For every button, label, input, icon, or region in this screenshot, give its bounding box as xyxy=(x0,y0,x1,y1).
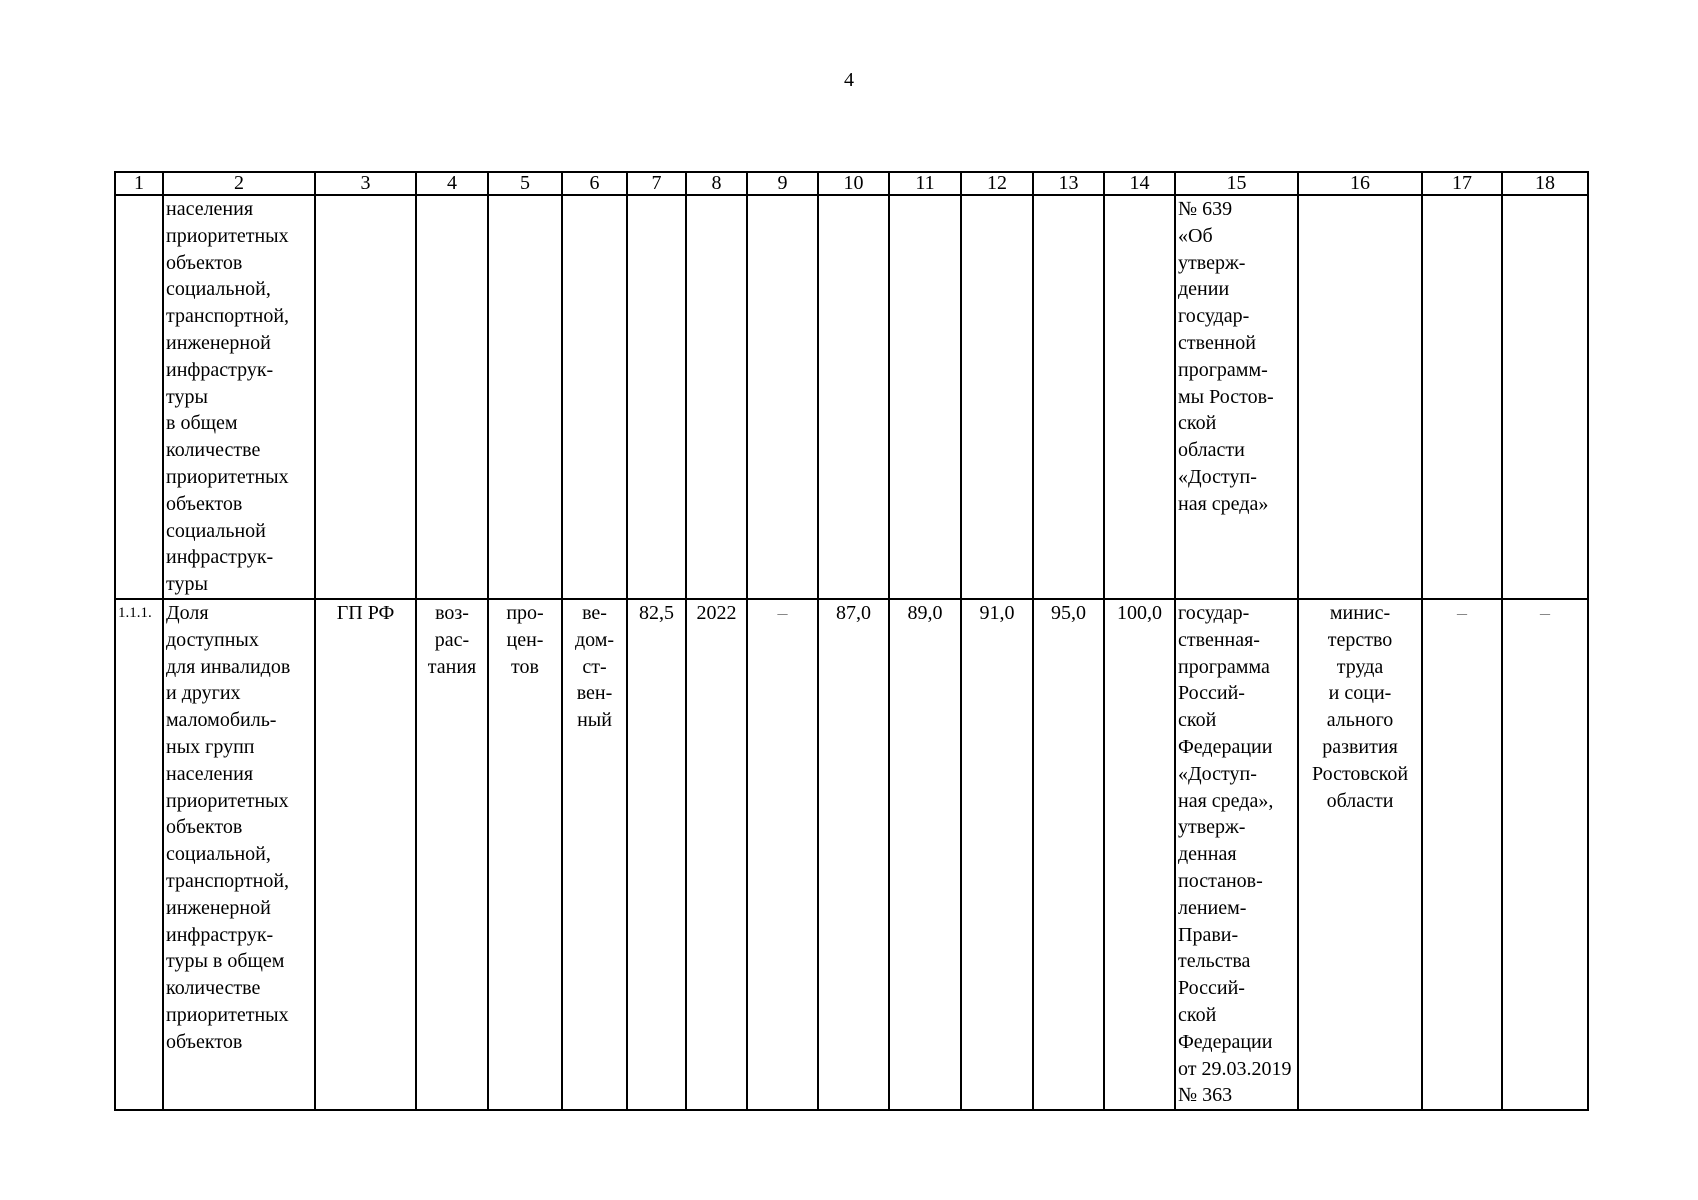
cell-text-line: минис- xyxy=(1329,601,1391,624)
column-header: 6 xyxy=(562,172,627,195)
cell-empty xyxy=(889,195,961,599)
cell-text-line: объектов xyxy=(166,492,243,515)
trend-cell xyxy=(416,599,488,1110)
column-header: 14 xyxy=(1104,172,1175,195)
column-header: 13 xyxy=(1033,172,1104,195)
cell-text-line: «Доступ- xyxy=(1178,762,1257,785)
cell-text-line: количестве xyxy=(166,977,261,1000)
cell-text-line: дом- xyxy=(574,628,615,651)
indicator-row-1-1-1 xyxy=(115,599,1588,1110)
cell-dash: – xyxy=(1502,599,1588,1110)
cell-text-line: ных групп xyxy=(166,735,255,758)
cell-text-line: программа xyxy=(1178,655,1270,678)
cell-text-line: «Об xyxy=(1178,224,1213,247)
cell-text-line: туры в общем xyxy=(166,950,285,973)
indicator-type-cell xyxy=(562,599,627,1110)
cell-empty xyxy=(747,195,818,599)
cell-text-line: маломобиль- xyxy=(166,709,277,732)
cell-text-line: тельства xyxy=(1178,950,1251,973)
source-document-cell xyxy=(1175,195,1298,599)
cell-text-line: инфраструк- xyxy=(166,923,274,946)
cell-text-line: воз- xyxy=(435,601,469,624)
responsible-body-cell xyxy=(1298,599,1422,1110)
column-header: 4 xyxy=(416,172,488,195)
cell-text-line: для инвалидов xyxy=(166,655,291,678)
column-header: 11 xyxy=(889,172,961,195)
cell-text-line: терство xyxy=(1327,628,1393,651)
cell-text-line: Ростовской xyxy=(1311,762,1409,785)
cell-text-line: цен- xyxy=(506,628,544,651)
cell-text-line: социальной, xyxy=(166,843,271,866)
cell-text-line: и соци- xyxy=(1328,682,1392,705)
indicator-name-cell xyxy=(163,195,315,599)
value-cell: 91,0 xyxy=(961,599,1033,1110)
cell-text-line: Федерации xyxy=(1178,1030,1273,1053)
cell-text-line: населения xyxy=(166,198,254,220)
cell-text-line: постанов- xyxy=(1178,869,1263,892)
column-header: 8 xyxy=(686,172,747,195)
column-header: 5 xyxy=(488,172,562,195)
cell-text-line: объектов xyxy=(166,251,243,274)
continuation-row xyxy=(115,195,1588,599)
cell-text-line: Федерации xyxy=(1178,735,1273,758)
cell-text-line: инфраструк- xyxy=(166,546,274,569)
cell-empty xyxy=(1104,195,1175,599)
column-header: 15 xyxy=(1175,172,1298,195)
cell-text-line: количестве xyxy=(166,439,261,462)
cell-text-line: труда xyxy=(1336,655,1384,678)
cell-text-line: вен- xyxy=(576,682,613,705)
cell-text-line: области xyxy=(1178,439,1245,462)
value-cell: 87,0 xyxy=(818,599,889,1110)
cell-text-line: социальной, xyxy=(166,278,271,301)
cell-empty xyxy=(1422,195,1502,599)
column-header: 16 xyxy=(1298,172,1422,195)
cell-text-line: транспортной, xyxy=(166,869,290,892)
column-header: 17 xyxy=(1422,172,1502,195)
cell-empty xyxy=(627,195,686,599)
cell-text-line: приоритетных xyxy=(166,465,289,488)
cell-text-line: Прави- xyxy=(1178,923,1239,946)
cell-text-line: объектов xyxy=(166,816,243,839)
cell-text-line: «Доступ- xyxy=(1178,465,1257,488)
cell-text-line: ственная- xyxy=(1178,628,1260,651)
cell-dash: – xyxy=(1422,599,1502,1110)
cell-text-line: про- xyxy=(506,601,544,624)
cell-empty xyxy=(315,195,416,599)
cell-text-line: мы Ростов- xyxy=(1178,385,1274,408)
cell-text-line: ской xyxy=(1178,412,1217,435)
cell-text-line: развития xyxy=(1322,735,1398,758)
cell-text-line: утверж- xyxy=(1178,251,1246,274)
cell-text-line: ственной xyxy=(1178,331,1256,354)
cell-text-line: доступных xyxy=(166,628,259,651)
cell-empty xyxy=(1033,195,1104,599)
cell-empty xyxy=(416,195,488,599)
cell-text-line: ального xyxy=(1326,709,1394,732)
column-header: 9 xyxy=(747,172,818,195)
column-header: 18 xyxy=(1502,172,1588,195)
indicator-name-cell xyxy=(163,599,315,1110)
cell-text-line: государ- xyxy=(1178,305,1250,328)
cell-text-line: утверж- xyxy=(1178,816,1246,839)
cell-empty xyxy=(961,195,1033,599)
value-cell: 89,0 xyxy=(889,599,961,1110)
cell-text-line: тов xyxy=(511,655,539,678)
cell-text-line: ской xyxy=(1178,709,1217,732)
column-header: 2 xyxy=(163,172,315,195)
cell-text-line: ная среда», xyxy=(1178,789,1274,812)
column-header: 1 xyxy=(115,172,163,195)
cell-empty xyxy=(488,195,562,599)
value-cell: 100,0 xyxy=(1104,599,1175,1110)
source-document-cell xyxy=(1175,599,1298,1110)
base-year-cell: 2022 xyxy=(686,599,747,1110)
cell-number xyxy=(115,195,163,599)
row-number-cell: 1.1.1. xyxy=(115,599,163,1110)
cell-text-line: социальной xyxy=(166,519,266,542)
cell-text-line: и других xyxy=(166,682,241,705)
cell-empty xyxy=(1298,195,1422,599)
cell-text-line: инфраструк- xyxy=(166,358,274,381)
cell-text-line: от 29.03.2019 xyxy=(1178,1057,1292,1080)
base-value-cell: 82,5 xyxy=(627,599,686,1110)
cell-text-line: инженерной xyxy=(166,331,271,354)
cell-text-line: дении xyxy=(1178,278,1230,301)
unit-cell xyxy=(488,599,562,1110)
column-number-header-row xyxy=(115,172,1588,195)
cell-text-line: инженерной xyxy=(166,896,271,919)
cell-text-line: Россий- xyxy=(1178,682,1245,705)
cell-text-line: области xyxy=(1326,789,1394,812)
cell-text-line: ст- xyxy=(582,655,607,678)
program-type-cell: ГП РФ xyxy=(315,599,416,1110)
cell-text-line: программ- xyxy=(1178,358,1268,381)
cell-text-line: ный xyxy=(577,709,612,732)
cell-text-line: приоритетных xyxy=(166,1003,289,1026)
value-cell: – xyxy=(747,599,818,1110)
cell-text-line: населения xyxy=(166,762,254,785)
cell-text-line: туры xyxy=(166,573,208,596)
column-header: 12 xyxy=(961,172,1033,195)
cell-text-line: в общем xyxy=(166,412,238,435)
cell-text-line: № 363 xyxy=(1178,1084,1233,1107)
cell-empty xyxy=(818,195,889,599)
cell-text-line: денная xyxy=(1178,843,1237,866)
cell-text-line: Россий- xyxy=(1178,977,1245,1000)
cell-text-line: государ- xyxy=(1178,601,1250,624)
cell-text-line: рас- xyxy=(434,628,470,651)
cell-empty xyxy=(686,195,747,599)
cell-text-line: приоритетных xyxy=(166,789,289,812)
indicator-table xyxy=(114,171,1589,1111)
cell-text-line: объектов xyxy=(166,1030,243,1053)
cell-text-line: приоритетных xyxy=(166,224,289,247)
cell-text-line: Доля xyxy=(166,601,209,624)
cell-empty xyxy=(1502,195,1588,599)
column-header: 7 xyxy=(627,172,686,195)
column-header: 3 xyxy=(315,172,416,195)
column-header: 10 xyxy=(818,172,889,195)
cell-text-line: тания xyxy=(427,655,477,678)
cell-empty xyxy=(562,195,627,599)
cell-text-line: транспортной, xyxy=(166,305,290,328)
cell-text-line: лением- xyxy=(1178,896,1247,919)
page-number: 4 xyxy=(844,69,854,91)
cell-text-line: ная среда» xyxy=(1178,492,1269,515)
cell-text-line: ской xyxy=(1178,1003,1217,1026)
value-cell: 95,0 xyxy=(1033,599,1104,1110)
cell-text-line: № 639 xyxy=(1178,198,1233,220)
cell-text-line: туры xyxy=(166,385,208,408)
cell-text-line: ве- xyxy=(582,601,607,624)
